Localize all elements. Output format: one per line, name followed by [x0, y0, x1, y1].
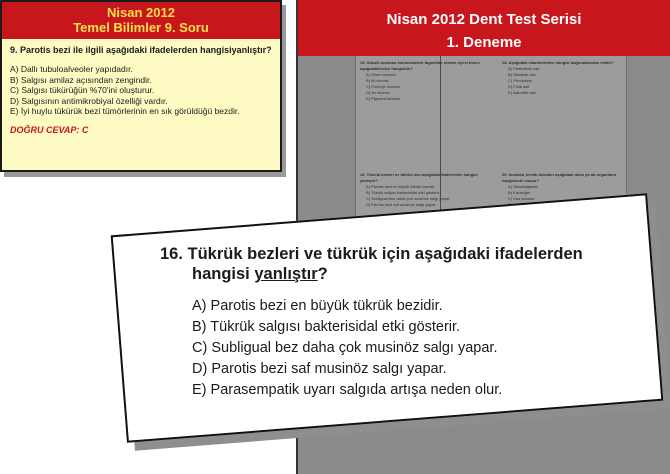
mini-option: C) Subligual bez daha çok musinöz salgı yapar. [366, 196, 451, 201]
question-card [0, 0, 282, 172]
mini-option: E) Askorbik asit [508, 90, 536, 95]
callout-option-b: B) Tükrük salgısı bakterisidal etki gösterir. [192, 319, 461, 335]
card-option-e: E) İyi huylu tükürük bezi tümörlerinin en sık görüldüğü bezdir. [10, 106, 240, 116]
callout-option-d: D) Parotis bezi saf musinöz salgı yapar. [192, 361, 447, 377]
card-title-line1: Nisan 2012 [107, 5, 175, 20]
callout-option-e: E) Parasempatik uyarı salgıda artışa neden olur. [192, 382, 503, 398]
mini-option: B) Tükrük salgısı bakterisidal etki gösterir. [366, 190, 440, 195]
mini-question-text: 20. İnsanda, kemik dokuları aşağıdaki doku ya da organların hangisinde oluşur? [502, 172, 617, 183]
callout-question-emphasis: yanlıştır [254, 265, 318, 283]
card-title-line2: Temel Bilimler 9. Soru [73, 20, 209, 35]
mini-question-text: 18. Aşağıdaki vitaminlerden hangisi bağırsaklardan emilir? [502, 60, 614, 65]
card-option-b: B) Salgısı amilaz açısından zengindir. [10, 74, 152, 85]
mini-question-15 [360, 60, 492, 102]
card-question: 9. Parotis bezi ile ilgili aşağıdaki ifadelerden hangisiyanlıştır? [10, 45, 272, 55]
card-body [2, 39, 280, 135]
mini-option: A) Pantotenik asit [508, 66, 540, 71]
correct-answer: DOĞRU CEVAP: C [10, 124, 89, 135]
card-option-d: D) Salgısının antimikrobiyal özelliği vardır. [10, 95, 168, 106]
card-option-c: C) Salgısı tükürüğün %70'ini oluşturur. [10, 85, 155, 95]
sheet-subtitle: 1. Deneme [446, 34, 522, 51]
mini-option: D) Ito hücresi [366, 90, 390, 95]
mini-option: A) Parotis bezi en büyük tükrük bezidir. [366, 184, 436, 189]
mini-option: C) Kas dokusu [508, 196, 535, 201]
mini-option: D) Folik asit [508, 84, 530, 89]
sheet-title: Nisan 2012 Dent Test Serisi [386, 11, 582, 28]
mini-question-text: 15. Sitozik bulunan monomokleer fagositler sistem üyesi hücre aşağıdakilerden hangisidir? [360, 60, 480, 71]
callout-option-c: C) Subligual bez daha çok musinöz salgı yapar. [192, 340, 498, 356]
mini-question-16 [360, 172, 492, 208]
mini-option: B) M hücresi [366, 78, 389, 83]
mini-question-text: 16. Tükrük bezleri ve tükrük için aşağıdaki ifadelerden hangisi yanlıştır? [360, 172, 478, 183]
sheet-header [298, 0, 670, 56]
callout-content [160, 244, 640, 401]
mini-option: C) Purkinje hücresi [366, 84, 400, 89]
callout-question-suffix: ? [317, 265, 328, 283]
mini-option: C) Pirodoksin [508, 78, 533, 83]
mini-option: E) Pigment hücresi [366, 96, 400, 101]
mini-option: A) Seksbağlantılı [508, 184, 539, 189]
card-option-a: A) Dallı tubuloalveoler yapıdadır. [10, 64, 133, 74]
mini-option: B) Nikotinik asit [508, 72, 536, 77]
callout-question [160, 244, 640, 284]
callout-question-line2 [160, 264, 640, 284]
mini-option: A) Olsen hücresi [366, 72, 396, 77]
card-header [2, 2, 280, 39]
mini-question-18 [502, 60, 620, 96]
callout-question-prefix: hangisi [192, 265, 250, 283]
mini-option: D) Parotis bezi saf musinöz salgı yapar. [366, 202, 437, 207]
callout-options [192, 296, 640, 401]
mini-option: B) Karaciğer [508, 190, 531, 195]
callout-question-line1: 16. Tükrük bezleri ve tükrük için aşağıdaki ifadelerden [160, 245, 583, 263]
callout-option-a: A) Parotis bezi en büyük tükrük bezidir. [192, 298, 443, 314]
